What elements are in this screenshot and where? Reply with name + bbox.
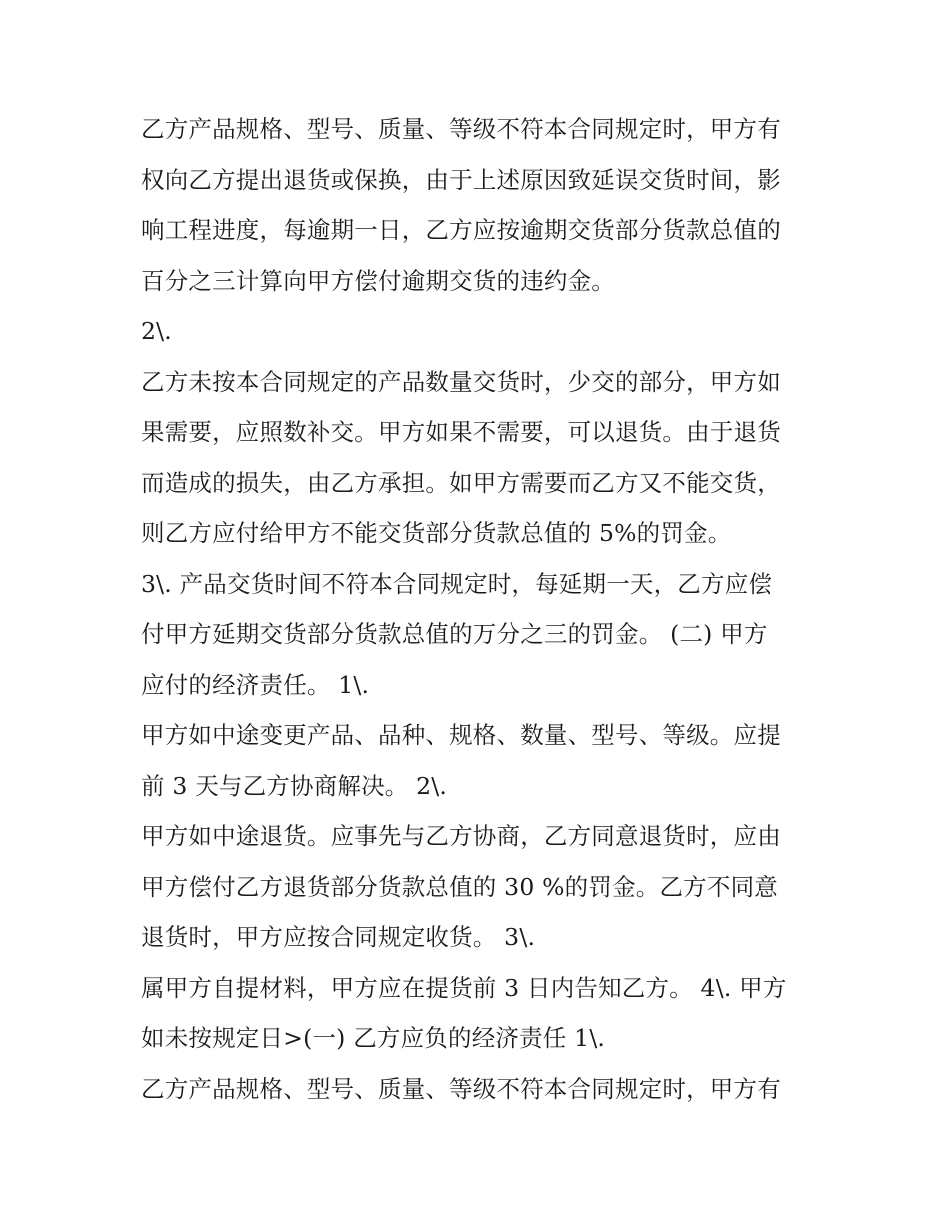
text-line: 3\. 产品交货时间不符本合同规定时，每延期一天，乙方应偿 <box>141 569 773 598</box>
text-line: 付甲方延期交货部分货款总值的万分之三的罚金。 (二) 甲方 <box>141 620 768 648</box>
text-line: 乙方产品规格、型号、质量、等级不符本合同规定时，甲方有 <box>141 1074 781 1103</box>
text-line: 前 3 天与乙方协商解决。 2\. <box>141 771 448 800</box>
text-line: 百分之三计算向甲方偿付逾期交货的违约金。 <box>141 266 615 295</box>
text-line: 甲方如中途变更产品、品种、规格、数量、型号、等级。应提 <box>141 721 781 749</box>
text-line: 乙方产品规格、型号、质量、等级不符本合同规定时，甲方有 <box>141 115 781 143</box>
document-body <box>141 104 821 1114</box>
text-line: 2\. <box>141 317 172 345</box>
text-line: 权向乙方提出退货或保换，由于上述原因致延误交货时间，影 <box>141 165 781 194</box>
text-line: 应付的经济责任。 1\. <box>141 670 370 699</box>
text-line: 甲方偿付乙方退货部分货款总值的 30 %的罚金。乙方不同意 <box>141 872 778 901</box>
text-line: 而造成的损失，由乙方承担。如甲方需要而乙方又不能交货， <box>141 468 781 497</box>
text-line: 果需要，应照数补交。甲方如果不需要，可以退货。由于退货 <box>141 418 781 446</box>
text-line: 如未按规定日>(一) 乙方应负的经济责任 1\. <box>141 1024 606 1052</box>
text-line: 属甲方自提材料，甲方应在提货前 3 日内告知乙方。 4\. 甲方 <box>141 973 787 1002</box>
text-line: 甲方如中途退货。应事先与乙方协商，乙方同意退货时，应由 <box>141 822 781 850</box>
text-line: 退货时，甲方应按合同规定收货。 3\. <box>141 923 536 951</box>
text-line: 则乙方应付给甲方不能交货部分货款总值的 5%的罚金。 <box>141 519 732 547</box>
text-line: 响工程进度，每逾期一日，乙方应按逾期交货部分货款总值的 <box>141 216 781 244</box>
text-line: 乙方未按本合同规定的产品数量交货时，少交的部分，甲方如 <box>141 367 781 396</box>
